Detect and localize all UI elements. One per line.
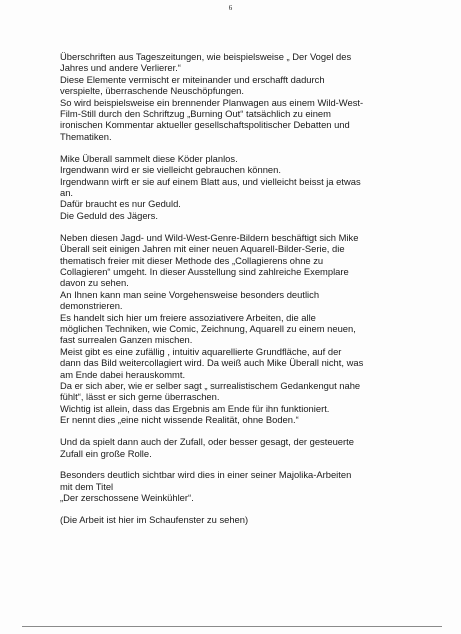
text-line: Überall seit einigen Jahren mit einer neuen Aquarell-Bilder-Serie, die [60,243,345,255]
text-line: davon zu sehen. [60,277,129,289]
text-line: Thematiken. [60,130,112,142]
text-line: ironischen Kommentar aktueller gesellschaftspolitischer Debatten und [60,119,350,131]
text-line: An Ihnen kann man seine Vorgehensweise besonders deutlich [60,288,320,300]
text-line: demonstrieren. [60,300,123,312]
text-line: thematisch freier mit dieser Methode des „Collagierens ohne zu [60,254,324,266]
text-line: fühlt“, lässt er sich gerne überraschen. [60,391,220,403]
text-line: Es handelt sich hier um freiere assoziativere Arbeiten, die alle [60,311,316,323]
text-line: Diese Elemente vermischt er miteinander und erschafft dadurch [60,73,325,85]
text-line: Er nennt dies „eine nicht wissende Realität, ohne Boden.“ [60,414,299,426]
text-line: Überschriften aus Tageszeitungen, wie beispielsweise „ Der Vogel des [60,51,352,62]
text-line: verspielte, überraschende Neuschöpfungen. [60,85,244,97]
text-line: Irgendwann wird er sie vielleicht gebrauchen können. [60,164,281,176]
text-line: möglichen Techniken, wie Comic, Zeichnung, Aquarell zu einem neuen, [60,322,356,334]
text-line: Jahres und andere Verlierer.“ [60,62,181,74]
text-line: Die Geduld des Jägers. [60,209,158,221]
text-line: Meist gibt es eine zufällig , intuitiv aquarellierte Grundfläche, auf der [60,345,342,357]
text-line: Neben diesen Jagd- und Wild-West-Genre-Bildern beschäftigt sich Mike [60,231,359,243]
text-line: dann das Bild weitercollagiert wird. Da weiß auch Mike Überall nicht, was [60,357,364,369]
text-line: Mike Überall sammelt diese Köder planlos. [60,152,238,164]
text-line: Zufall ein große Rolle. [60,447,152,459]
text-line: (Die Arbeit ist hier im Schaufenster zu sehen) [60,514,249,526]
paragraph [60,153,432,221]
text-line: am Ende dabei herauskommt. [60,368,186,380]
text-line: Da er sich aber, wie er selber sagt „ surrealistischem Gedankengut nahe [60,379,361,391]
paragraph [60,514,432,525]
paragraph [60,232,432,426]
bottom-divider [22,626,442,627]
text-line: Irgendwann wirft er sie auf einem Blatt aus, und vielleicht beisst ja etwas [60,175,361,187]
text-line: mit dem Titel [60,480,114,492]
paragraph [60,51,432,142]
text-line: Wichtig ist allein, dass das Ergebnis am Ende für ihn funktioniert. [60,402,330,414]
text-line: So wird beispielsweise ein brennender Planwagen aus einem Wild-West- [60,96,364,108]
text-line: Collagieren“ umgeht. In dieser Ausstellung sind zahlreiche Exemplare [60,265,349,277]
document-body [60,51,432,536]
text-line: fast surrealen Ganzen mischen. [60,334,193,346]
paragraph [60,436,432,459]
text-line: „Der zerschossene Weinkühler“. [60,492,194,504]
text-line: an. [60,186,74,198]
text-line: Und da spielt dann auch der Zufall, oder besser gesagt, der gesteuerte [60,436,354,448]
page-number: 6 [228,4,233,12]
text-line: Film-Still durch den Schriftzug „Burning Out“ tatsächlich zu einem [60,108,331,120]
text-line: Dafür braucht es nur Geduld. [60,198,181,210]
paragraph [60,469,432,503]
text-line: Besonders deutlich sichtbar wird dies in einer seiner Majolika-Arbeiten [60,469,352,481]
